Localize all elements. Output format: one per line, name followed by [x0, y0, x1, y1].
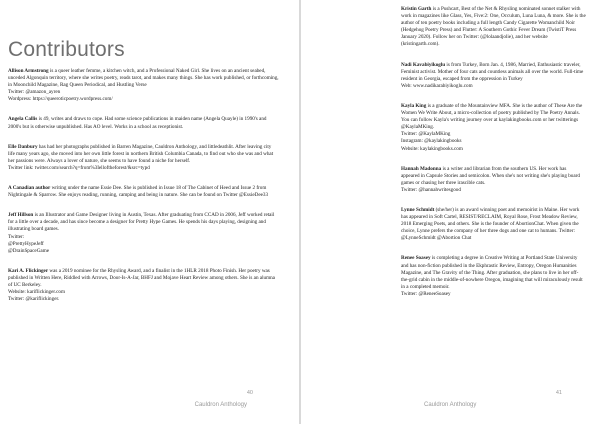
contributor-bio	[401, 166, 586, 187]
contributor-link-line: Twitter: @hannahwritesgood	[401, 186, 461, 193]
contributor-bio-text: has had her photographs published in Barren Magazine, Cauldron Anthology, and littledeathlit. After leaving city life many years ago, she moved into her own little forest in northern British Columbia Canada, to find out who she was and what her passions were. Always a lover of nature, she seems to have found a niche for herself.	[8, 143, 274, 164]
contributor-bio	[8, 212, 279, 233]
contributor-bio-text: is completing a degree in Creative Writing at Portland State University and has non-fiction published in the Ekphrastic Review, Entropy, Oregon Humanities Magazine, and The Gravity of the Thing. After graduation, she plans to live in her off-the-grid cabin in the middle-of-nowhere Oregon, imagining that will miraculously result in a completed memoir.	[401, 255, 583, 290]
contributor-entry	[401, 6, 586, 49]
contributor-name: Angela Callis	[8, 116, 38, 123]
contributor-bio-text: is 49, writes and draws to cope. Had some science publications in maiden name (Angela Quayle) in 1990's and 2000's but is otherwise unpublished. Has AO level. Works in a school as receptionist.	[8, 116, 267, 130]
footer-title-right: Cauldron Anthology	[424, 402, 477, 408]
contributor-bio	[401, 255, 586, 290]
left-entries	[8, 68, 279, 303]
contributor-bio	[8, 185, 279, 199]
contributor-link-line: @DrainSpaceGame	[8, 247, 49, 254]
contributor-link-line: Twitter: @KaylaMKing	[401, 131, 451, 138]
contributor-name: Elle Danbury	[8, 143, 38, 150]
contributor-bio-text: is an Illustrator and Game Designer living in Austin, Texas. After graduating from CCAD in 2006, Jeff worked retail for a little over a decade, and has since become a designer for Pretty Hype Games. He spends his days playing, designing and illustrating board games.	[8, 212, 275, 233]
page-number-left: 40	[246, 390, 253, 396]
contributor-link-line: Instagram: @kaylakingbooks	[401, 138, 462, 145]
footer-title-left: Cauldron Anthology	[194, 402, 247, 408]
contributor-bio	[401, 6, 586, 49]
contributor-bio	[401, 62, 586, 83]
page-number-right: 41	[555, 390, 562, 396]
contributor-entry	[401, 207, 586, 242]
contributor-bio	[8, 268, 279, 289]
contributor-name: Kari A. Flickinger	[8, 267, 49, 274]
right-entries	[401, 6, 586, 298]
contributor-bio-text: (she/her) is an award winning poet and memoirist in Maine. Her work has appeared in Soft Cartel, RESIST/RECLAIM, Royal Rose, Frost Meadow Review, 2018 Emerging Poets, and others. She is the founder of AbortionChat. When given the choice, Lynne prefers the company of her three dogs and one cat to humans. Twitter: @LynneSchmidt @Abortion Chat	[401, 206, 580, 242]
contributor-name: Nadi Kavabiyikoglu	[401, 61, 446, 68]
contributor-bio-text: was a 2019 nominee for the Rhysling Award, and a finalist in the 1HLR 2018 Photo Finish. Her poetry was published in Written Here, Riddled with Arrows, Door-Is-A-Jar, BHFJ and Mojave Heart Review among others. She is an alumna of UC Berkeley.	[8, 267, 275, 288]
contributor-link-line: Web: www.nadikarabiyikoglu.com	[401, 82, 473, 89]
contributor-link-line: @PrettyHypeJeff	[8, 240, 44, 247]
contributor-name: Lynne Schmidt	[401, 206, 435, 213]
contributor-bio-text: is a queer leather femme, a kitchen witch, and a Professional Naked Girl. She lives on an ancient seabed, unceded Algonquin territory, where she writes poetry, reads tarot, and makes many things. She has work published, or forthcoming, in Moonchild Magazine, Rag Queen Periodical, and Hustling Verse	[8, 68, 279, 89]
contributor-link-line: Twitter: @kariflickinger.	[8, 296, 60, 303]
contributor-entry	[8, 116, 279, 130]
contributor-entry	[401, 255, 586, 298]
contributor-link-line: Twitter link: twitter.com/search?q=from%3Ielloftheforest/&src=typd	[8, 164, 150, 171]
contributor-link-line: Twitter: @ReneeSoasey	[401, 290, 451, 297]
contributor-entry	[8, 268, 279, 303]
contributor-name: Jeff Hillson	[8, 212, 34, 219]
contributor-entry	[8, 185, 279, 199]
contributor-bio-text: is a graduate of the Mountainview MFA. She is the author of These Are the Women We Write About, a micro-collection of poetry published by The Poetry Annals. You can follow Kayla's writing journey over at kaylakingbooks.com or her twitterings @KaylaMKing.	[401, 102, 583, 131]
contributor-bio	[401, 103, 586, 131]
contributor-link-line: Website: kariflickinger.com	[8, 289, 65, 296]
contributor-entry	[8, 68, 279, 103]
contributor-name: A Canadian author	[8, 185, 51, 192]
contributor-entry	[401, 103, 586, 153]
page-title: Contributors	[8, 38, 125, 61]
contributor-bio-text: writing under the name Essie Dee. She is published in Issue 18 of The Cabinet of Heed and Issue 2 from Nightingale & Sparrow. She enjoys reading, running, camping and being in nature. She can be found on Twitter @EssieDee33	[8, 185, 269, 199]
contributor-name: Renee Soasey	[401, 255, 431, 262]
contributor-name: Allison Armstrong	[8, 68, 49, 74]
contributor-bio	[8, 144, 279, 165]
contributor-bio-text: is a Pushcart, Best of the Net & Rhysling nominated sonnet stalker with work in magazines like Glass, Yes, Five:2: One, Occulum, Luna Luna, & more. She is the author of ten poetry books including a full length Candy Cigarette Womanchild Noir (Hedgehog Poetry Press) and Flutter: A Southern Gothic Fever Dream (TwistiT Press January 2020). Follow her on Twitter: (@lolaandjolie), and her website (kristingarth.com).	[401, 6, 586, 48]
contributor-entry	[401, 166, 586, 194]
contributor-name: Hannah Madonna	[401, 165, 442, 172]
contributor-entry	[401, 62, 586, 90]
contributor-entry	[8, 212, 279, 255]
right-page	[301, 0, 600, 424]
contributor-link-line: Twitter:	[8, 233, 25, 240]
contributor-bio-text: is a writer and librarian from the southern US. Her work has appeared in Capsule Stories and semicolon. When she's not writing she's playing board games or chasing her three irascible cats.	[401, 165, 580, 186]
contributor-bio	[8, 68, 279, 89]
contributor-link-line: Website: kaylakingbooks.com	[401, 145, 463, 152]
contributor-name: Kristin Garth	[401, 6, 432, 12]
contributor-link-line: Wordpress: https://queeroticpoetry.wordpress.com/	[8, 96, 113, 103]
contributor-bio	[8, 116, 279, 130]
contributor-bio	[401, 207, 586, 242]
contributor-link-line: Twitter: @amazon_ayren	[8, 89, 61, 96]
contributor-entry	[8, 144, 279, 172]
left-page	[0, 0, 299, 424]
contributor-name: Kayla King	[401, 102, 427, 109]
contributor-bio-text: is from Turkey, Born Jan. 4, 1986, Married, Enthusiastic traveler, Feminist activist. Mother of four cats and countless animals all over the world. Full-time resident in Georgia, escaped from the oppression in Turkey	[401, 61, 584, 82]
